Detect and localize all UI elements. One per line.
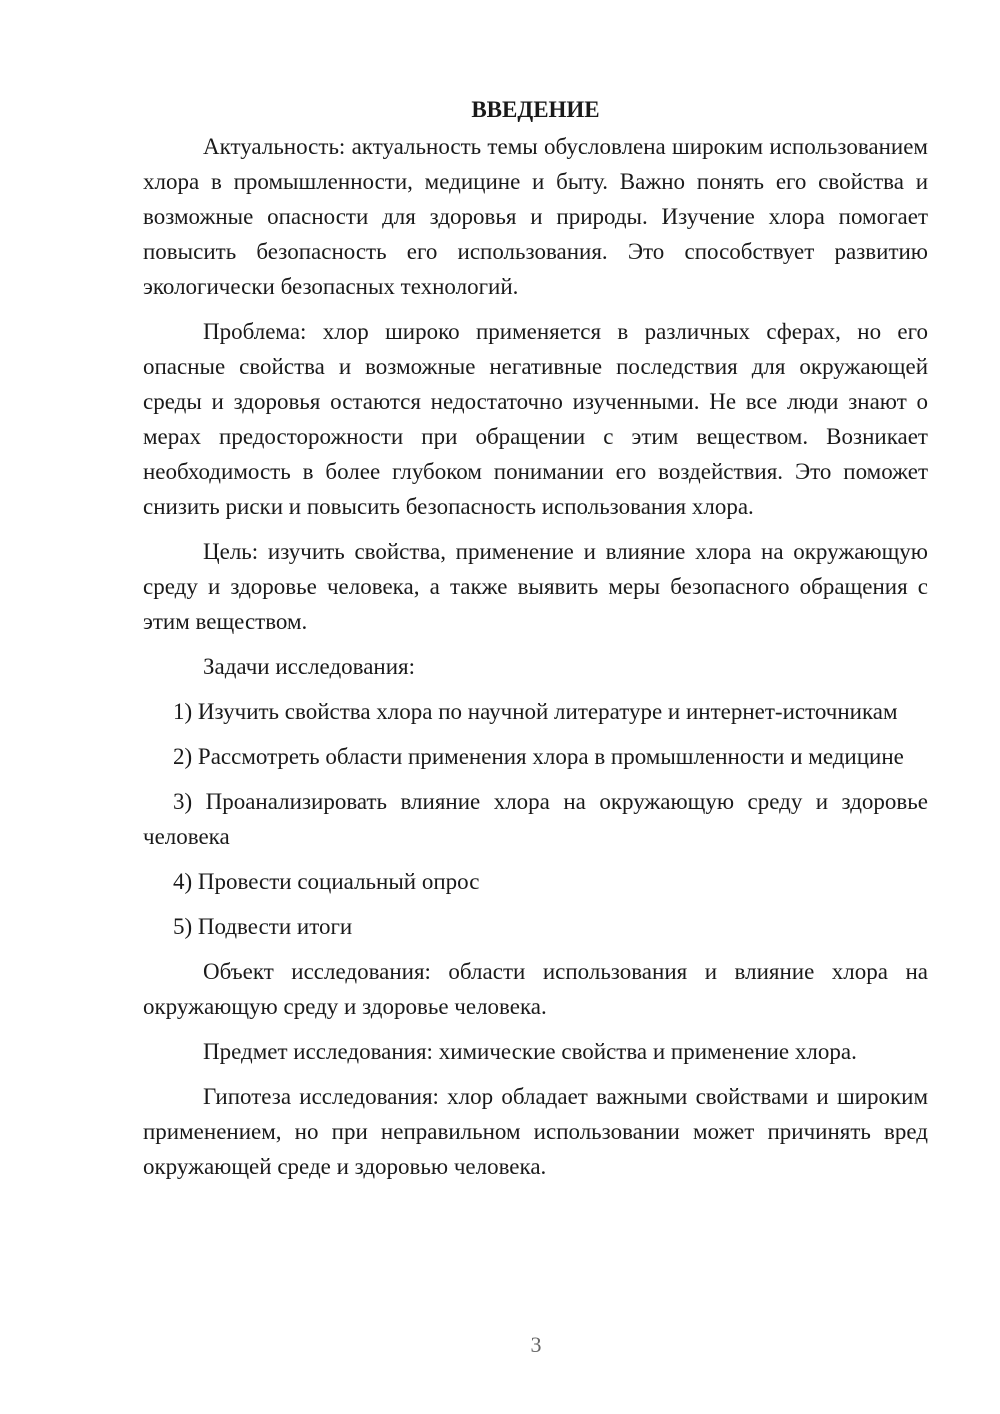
paragraph-tasks-heading: Задачи исследования:: [203, 654, 416, 679]
paragraph-relevance: Актуальность: актуальность темы обусловлена широким использованием хлора в промышленности, медицине и быту. Важно понять его свойства и возможные опасности для здоровья и природы. Изучение хлора помогает повысить безопасность его использования. Это способствует развитию экологически безопасных технологий.: [143, 134, 928, 299]
paragraph-problem: Проблема: хлор широко применяется в различных сферах, но его опасные свойства и возможные негативные последствия для окружающей среды и здоровья остаются недостаточно изученными. Не все люди знают о мерах предосторожности при обращении с этим веществом. Возникает необходимость в более глубоком понимании его воздействия. Это поможет снизить риски и повысить безопасность использования хлора.: [143, 319, 928, 519]
task-item: 2) Рассмотреть области применения хлора в промышленности и медицине: [173, 744, 904, 769]
page-number: 3: [530, 1332, 542, 1357]
paragraph-hypothesis: Гипотеза исследования: хлор обладает важными свойствами и широким применением, но при неправильном использовании может причинять вред окружающей среде и здоровью человека.: [143, 1084, 928, 1179]
document-page: [143, 92, 928, 1194]
paragraph-goal: Цель: изучить свойства, применение и влияние хлора на окружающую среду и здоровье человека, а также выявить меры безопасного обращения с этим веществом.: [143, 539, 928, 634]
task-item: 5) Подвести итоги: [173, 914, 353, 939]
section-title: ВВЕДЕНИЕ: [471, 97, 600, 122]
paragraph-object: Объект исследования: области использования и влияние хлора на окружающую среду и здоровье человека.: [143, 959, 928, 1019]
task-item: 3) Проанализировать влияние хлора на окружающую среду и здоровье человека: [143, 789, 928, 849]
paragraph-subject: Предмет исследования: химические свойства и применение хлора.: [203, 1039, 857, 1064]
task-item: 1) Изучить свойства хлора по научной литературе и интернет-источникам: [173, 699, 898, 724]
task-item: 4) Провести социальный опрос: [173, 869, 480, 894]
